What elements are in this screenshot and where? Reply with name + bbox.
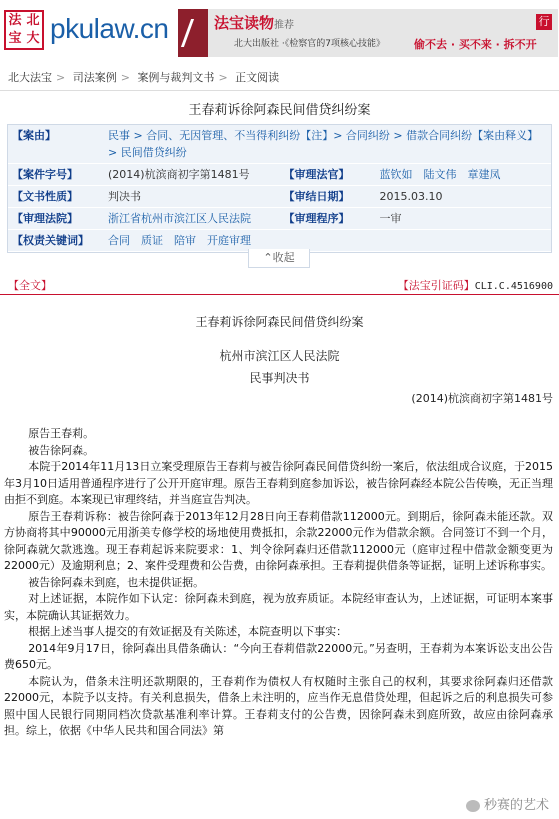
paragraph: 原告王春莉诉称：被告徐阿森于2013年12月28日向王春莉借款112000元。到期后，徐阿森未能还款。双方协商将其中90000元用浙美专修学校的场地使用费抵扣，余款22000元作为借款余额。合同签订不到一个月，徐阿森就欠款逃逸。现王春莉起诉来院要求：1、判令徐阿森归还借款112000元（庭审过程中借款金额变更为22000元）及逾期利息；2、案件受理费和公告费，由徐阿森承担。王春莉提供借条等证据，证明上述诉称事实。 (4, 509, 553, 572)
banner-book-icon (178, 9, 208, 57)
fulltext-label: 【全文】 (8, 279, 52, 292)
info-row-doctype (8, 186, 551, 208)
caseno-label: 【案件字号】 (12, 168, 78, 181)
document-type: 民事判决书 (249, 371, 310, 385)
banner-brand (214, 12, 294, 33)
collapse-button[interactable]: ⌃收起 (248, 249, 310, 268)
case-info-panel (7, 124, 552, 253)
caseno-value: (2014)杭滨商初字第1481号 (108, 168, 250, 181)
watermark-text: 秒赛的艺术 (483, 798, 549, 813)
banner-book-title: 北大出版社 ·《检察官的7项核心技能》 (234, 39, 385, 49)
procedure-label: 【审理程序】 (283, 212, 350, 225)
keywords-value[interactable]: 合同 质证 陪审 开庭审理 (108, 234, 251, 247)
logo-emblem (4, 10, 44, 50)
paragraph: 根据上述当事人提交的有效证据及有关陈述，本院查明以下事实： (28, 625, 348, 638)
paragraph: 2014年9月17日，徐阿森出具借条确认：“今向王春莉借款22000元。”另查明，王春莉为本案诉讼支出公告费650元。 (4, 641, 553, 671)
paragraph: 被告徐阿森。 (28, 443, 95, 457)
citation-code (398, 277, 553, 293)
logo-char: 法 (8, 13, 22, 28)
breadcrumb-item-current: 正文阅读 (235, 71, 280, 84)
breadcrumb (8, 69, 283, 85)
cause-value[interactable]: 民事 > 合同、无因管理、不当得利纠纷【注】> 合同纠纷 > 借款合同纠纷【案由释义】> 民间借贷纠纷 (108, 129, 539, 159)
banner-tag: 行 (536, 14, 552, 30)
info-row-caseno (8, 164, 551, 186)
banner-brand-suffix: 推荐 (274, 20, 295, 31)
divider-red (0, 294, 559, 295)
keywords-label: 【权责关键词】 (12, 234, 89, 247)
court-label: 【审理法院】 (12, 212, 78, 225)
paragraph: 被告徐阿森未到庭，也未提供证据。 (28, 575, 205, 589)
procedure-value: 一审 (379, 212, 402, 225)
breadcrumb-separator: > (120, 71, 130, 84)
pkulaw-logo[interactable] (4, 10, 169, 50)
paragraph: 对上述证据，本院作如下认定：徐阿森未到庭，视为放弃质证。本院经审查认为，上述证据，可证明本案事实，本院确认其证据效力。 (4, 592, 553, 622)
doctype-label: 【文书性质】 (12, 190, 78, 203)
page-title: 王春莉诉徐阿森民间借贷纠纷案 (188, 103, 371, 118)
divider (0, 90, 559, 91)
banner-brand-text: 法宝读物 (214, 14, 275, 32)
doctype-value: 判决书 (108, 190, 141, 203)
paragraph: 本院认为，借条未注明还款期限的，王春莉作为债权人有权随时主张自己的权利，其要求徐阿森归还借款22000元，本院予以支持。有关利息损失，借条上未注明的，应当作无息借贷处理，但起诉之后的利息损失可参照中国人民银行同期同档次贷款基准利率计算。王春莉支付的公告费，因徐阿森未到庭所致，故应由徐阿森承担。综上，依据《中华人民共和国合同法》第 (4, 674, 553, 737)
wechat-icon (466, 800, 480, 812)
date-label: 【审结日期】 (283, 190, 350, 203)
site-header (0, 0, 559, 60)
wechat-watermark (466, 794, 549, 813)
breadcrumb-separator: > (56, 71, 66, 84)
document-title: 王春莉诉徐阿森民间借贷纠纷案 (195, 315, 364, 329)
logo-char: 北 (26, 13, 40, 28)
judge-value[interactable]: 蓝钦如 陆文伟 章建凤 (379, 168, 501, 181)
citation-label: 【法宝引证码】 (397, 279, 475, 292)
paragraph: 本院于2014年11月13日立案受理原告王春莉与被告徐阿森民间借贷纠纷一案后，依法组成合议庭，于2015年3月10日适用普通程序进行了公开开庭审理。原告王春莉到庭参加诉讼，被告徐阿森经本院公告传唤，无正当理由拒不到庭。本案现已审理终结，并当庭宣告判决。 (4, 460, 553, 506)
logo-char: 宝 (8, 31, 22, 46)
breadcrumb-item-home[interactable]: 北大法宝 (8, 71, 52, 84)
cause-label: 【案由】 (12, 129, 56, 142)
breadcrumb-item-cases[interactable]: 司法案例 (72, 71, 117, 84)
banner-slogan: 偷不去 · 买不来 · 拆不开 (414, 38, 537, 51)
document-court: 杭州市滨江区人民法院 (219, 349, 340, 363)
citation-value: CLI.C.4516900 (474, 281, 553, 292)
document-case-number: (2014)杭滨商初字第1481号 (411, 392, 553, 405)
date-value: 2015.03.10 (379, 190, 443, 203)
judge-label: 【审理法官】 (283, 168, 350, 181)
document-body (4, 426, 553, 740)
court-value[interactable]: 浙江省杭州市滨江区人民法院 (108, 212, 251, 225)
paragraph: 原告王春莉。 (28, 427, 95, 440)
info-row-court (8, 208, 551, 230)
logo-text: pkulaw.cn (50, 13, 169, 44)
ad-banner[interactable] (178, 9, 558, 57)
info-row-cause (8, 125, 551, 164)
logo-char: 大 (26, 31, 40, 46)
breadcrumb-item-judgments[interactable]: 案例与裁判文书 (137, 71, 215, 84)
breadcrumb-separator: > (218, 71, 228, 84)
